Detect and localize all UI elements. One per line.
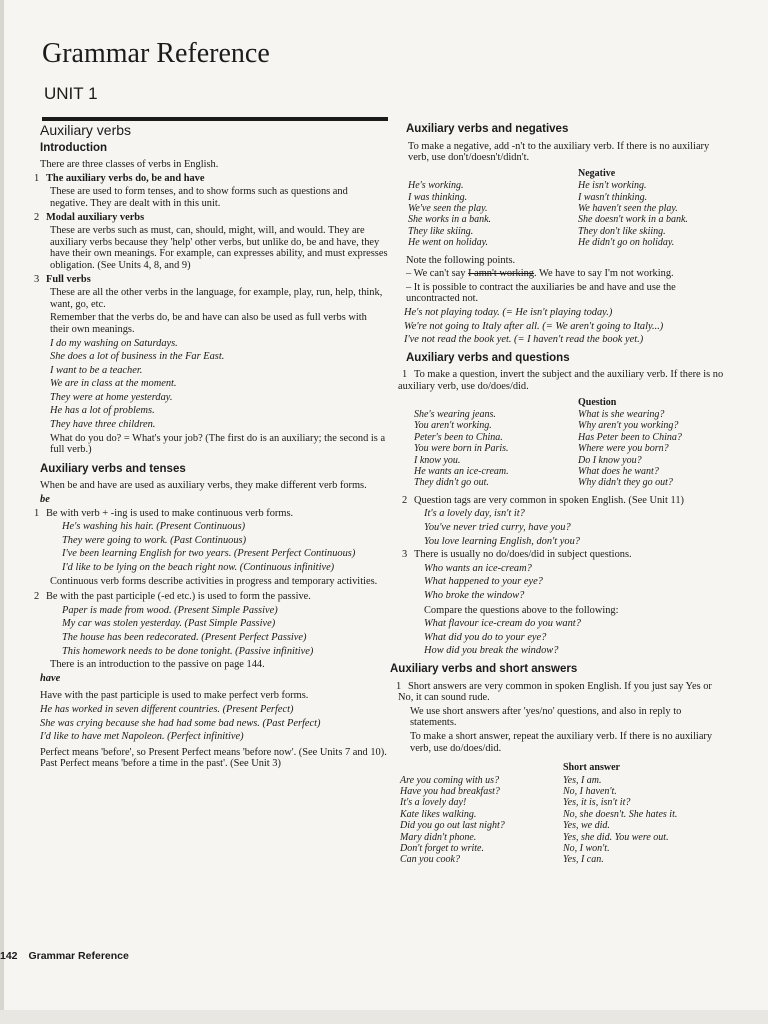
- list-item-text: These are verbs such as must, can, should, might, will, and would. They are auxiliary verbs because they 'help' other verbs, but unlike do, be and have, they have their own meanings. For example, can expresses ability, and must expresses obligation. (See Units 4, 8, and 9): [50, 225, 388, 271]
- example-line: I do my washing on Saturdays.: [50, 337, 178, 349]
- table-row: Why aren't you working?: [578, 420, 679, 432]
- column-header: Question: [578, 396, 617, 408]
- list-item-text: These are used to form tenses, and to show forms such as questions and negative. They are dealt with in this unit.: [50, 186, 348, 209]
- table-row: They like skiing.: [408, 225, 474, 237]
- table-row: We've seen the play.: [408, 203, 488, 214]
- example-line: They were going to work. (Past Continuous): [62, 534, 247, 546]
- note-text: Continuous verb forms describe activities in progress and temporary activities.: [50, 575, 378, 587]
- example-line: This homework needs to be done tonight. (Passive infinitive): [62, 645, 314, 657]
- table-row: She doesn't work in a bank.: [578, 214, 688, 226]
- scan-bottom-strip: [0, 1010, 768, 1024]
- table-row: Yes, I am.: [563, 774, 602, 786]
- table-row: Yes, we did.: [563, 820, 610, 832]
- table-row: Can you cook?: [400, 854, 460, 866]
- example-line: What did you do to your eye?: [424, 631, 547, 643]
- list-item: 1 Short answers are very common in spoken English. If you just say Yes or No, it can sound rude.: [396, 680, 712, 704]
- example-line: You love learning English, don't you?: [424, 535, 580, 547]
- label-have: have: [40, 672, 61, 684]
- table-row: He wants an ice-cream.: [414, 466, 509, 477]
- question-column: [578, 397, 728, 489]
- example-line: I'd like to be lying on the beach right now. (Continuous infinitive): [62, 562, 335, 573]
- table-row: She works in a bank.: [408, 214, 492, 226]
- table-row: Yes, I can.: [563, 854, 604, 866]
- list-item: 2 Modal auxiliary verbs: [34, 211, 145, 223]
- have-text: Have with the past participle is used to make perfect verb forms.: [40, 690, 309, 702]
- example-line: Paper is made from wood. (Present Simple Passive): [62, 604, 278, 616]
- table-row: Are you coming with us?: [400, 774, 500, 786]
- example-line: I'd like to have met Napoleon. (Perfect infinitive): [40, 731, 244, 743]
- example-line: He's washing his hair. (Present Continuous): [62, 521, 246, 533]
- subheading-introduction: Introduction: [40, 141, 108, 154]
- table-row: They don't like skiing.: [578, 225, 666, 237]
- example-line: It's a lovely day, isn't it?: [424, 508, 525, 520]
- have-note: Perfect means 'before', so Present Perfect means 'before now'. (See Units 7 and 10). Past Perfect means 'before a time in the past'. (See Unit 3): [40, 746, 387, 770]
- prompt-column: [400, 762, 550, 866]
- table-row: He isn't working.: [578, 180, 647, 192]
- note-text: We use short answers after 'yes/no' questions, and also in reply to statements.: [410, 705, 682, 729]
- positive-column: [408, 168, 558, 249]
- point-2: – It is possible to contract the auxiliaries be and have and use the uncontracted not.: [406, 281, 676, 305]
- short-answers-table: [400, 762, 728, 866]
- table-row: I wasn't thinking.: [578, 191, 648, 203]
- table-row: She's wearing jeans.: [414, 408, 496, 420]
- page-footer: [0, 950, 129, 962]
- table-row: They didn't go out.: [414, 477, 489, 489]
- list-item-text: These are all the other verbs in the language, for example, play, run, help, think, want, go, etc.: [50, 287, 383, 310]
- list-item: 1 To make a question, invert the subject and the auxiliary verb. If there is no auxiliary verb, use do/does/did.: [398, 369, 724, 392]
- footer-label: Grammar Reference: [28, 950, 129, 962]
- point-1: – We can't say I amn't working. We have to say I'm not working.: [406, 268, 674, 280]
- example-line: She was crying because she had had some bad news. (Past Perfect): [40, 717, 321, 729]
- list-item: 3 Full verbs: [34, 273, 91, 285]
- example-line: We are in class at the moment.: [50, 378, 177, 390]
- compare-text: Compare the questions above to the following:: [424, 604, 619, 616]
- subheading-tenses: Auxiliary verbs and tenses: [40, 462, 186, 475]
- statement-column: [414, 397, 564, 489]
- table-row: You aren't working.: [414, 420, 492, 432]
- page-title: Grammar Reference: [42, 38, 270, 69]
- table-row: We haven't seen the play.: [578, 203, 678, 214]
- note-text: There is an introduction to the passive on page 144.: [50, 659, 265, 671]
- example-line: Who wants an ice-cream?: [424, 562, 532, 574]
- list-item: 1 Be with verb + -ing is used to make continuous verb forms.: [34, 507, 294, 519]
- example-line: He has worked in seven different countries. (Present Perfect): [40, 703, 294, 715]
- table-row: Why didn't they go out?: [578, 477, 673, 489]
- table-row: He didn't go on holiday.: [578, 237, 675, 249]
- list-item: 2 Question tags are very common in spoken English. (See Unit 11): [402, 494, 685, 506]
- example-line: What flavour ice-cream do you want?: [424, 618, 581, 630]
- table-row: It's a lovely day!: [400, 797, 467, 809]
- table-row: I know you.: [414, 454, 461, 466]
- heading-rule: [42, 117, 388, 121]
- example-line: She does a lot of business in the Far East.: [50, 351, 225, 363]
- example-line: We're not going to Italy after all. (= We aren't going to Italy...): [404, 320, 664, 332]
- label-be: be: [40, 494, 50, 506]
- column-header: Negative: [578, 167, 616, 179]
- example-line: What happened to your eye?: [424, 576, 543, 588]
- page-number: 142: [0, 950, 18, 962]
- list-item: 1 The auxiliary verbs do, be and have: [34, 172, 205, 184]
- table-row: Has Peter been to China?: [578, 431, 682, 443]
- intro-text: There are three classes of verbs in English.: [40, 159, 219, 171]
- subheading-negatives: Auxiliary verbs and negatives: [406, 123, 569, 135]
- table-row: He's working.: [408, 180, 464, 192]
- example-line: They have three children.: [50, 419, 156, 431]
- subheading-short-answers: Auxiliary verbs and short answers: [390, 662, 578, 675]
- example-line: He's not playing today. (= He isn't playing today.): [404, 307, 613, 318]
- tenses-text: When be and have are used as auxiliary verbs, they make different verb forms.: [40, 480, 367, 492]
- table-row: Mary didn't phone.: [400, 831, 477, 843]
- example-line: What do you do? = What's your job? (The first do is an auxiliary; the second is a full verb.): [50, 432, 386, 456]
- section-heading-auxiliary-verbs: Auxiliary verbs: [40, 122, 132, 138]
- note-points: Note the following points.: [406, 254, 516, 266]
- example-line: You've never tried curry, have you?: [424, 522, 571, 533]
- answer-column: [563, 762, 728, 866]
- list-item: 3 There is usually no do/does/did in subject questions.: [402, 549, 632, 561]
- neg-text: To make a negative, add -n't to the auxiliary verb. If there is no auxiliary verb, use don't/doesn't/didn't.: [408, 140, 710, 164]
- table-row: Where were you born?: [578, 443, 669, 455]
- table-row: Have you had breakfast?: [400, 785, 500, 797]
- table-row: Yes, it is, isn't it?: [563, 797, 631, 809]
- note-text: To make a short answer, repeat the auxiliary verb. If there is no auxiliary verb, use do/does/did.: [410, 730, 713, 754]
- questions-table: [414, 397, 728, 489]
- example-line: He has a lot of problems.: [50, 405, 155, 417]
- example-line: I've not read the book yet. (= I haven't read the book yet.): [404, 334, 644, 346]
- list-item: 2 Be with the past participle (-ed etc.) is used to form the passive.: [34, 591, 311, 603]
- table-row: Kate likes walking.: [400, 808, 477, 820]
- negatives-table: [408, 168, 728, 249]
- table-row: No, I won't.: [563, 842, 610, 854]
- example-line: I've been learning English for two years. (Present Perfect Continuous): [62, 548, 356, 560]
- scan-edge: [0, 0, 4, 1024]
- table-row: I was thinking.: [408, 191, 468, 203]
- table-row: No, she doesn't. She hates it.: [563, 808, 678, 820]
- remember-note: Remember that the verbs do, be and have can also be used as full verbs with their own meanings.: [50, 312, 367, 335]
- table-row: No, I haven't.: [563, 785, 617, 797]
- column-header: Short answer: [563, 762, 620, 774]
- table-row: Do I know you?: [578, 454, 642, 466]
- example-line: Who broke the window?: [424, 589, 525, 601]
- right-column: [390, 120, 728, 872]
- table-row: Peter's been to China.: [414, 431, 503, 443]
- example-line: They were at home yesterday.: [50, 391, 173, 403]
- table-row: What does he want?: [578, 466, 659, 477]
- table-row: What is she wearing?: [578, 408, 665, 420]
- subheading-questions: Auxiliary verbs and questions: [406, 351, 570, 364]
- negative-column: [578, 168, 728, 249]
- example-line: I want to be a teacher.: [50, 364, 143, 376]
- table-row: Don't forget to write.: [400, 842, 484, 854]
- table-row: Did you go out last night?: [400, 820, 505, 832]
- table-row: He went on holiday.: [408, 237, 488, 249]
- table-row: Yes, she did. You were out.: [563, 831, 669, 843]
- left-column: [22, 122, 388, 772]
- example-line: How did you break the window?: [424, 645, 559, 657]
- unit-label: UNIT 1: [44, 84, 98, 103]
- example-line: The house has been redecorated. (Present Perfect Passive): [62, 631, 307, 643]
- example-line: My car was stolen yesterday. (Past Simple Passive): [62, 618, 276, 630]
- table-row: You were born in Paris.: [414, 443, 509, 455]
